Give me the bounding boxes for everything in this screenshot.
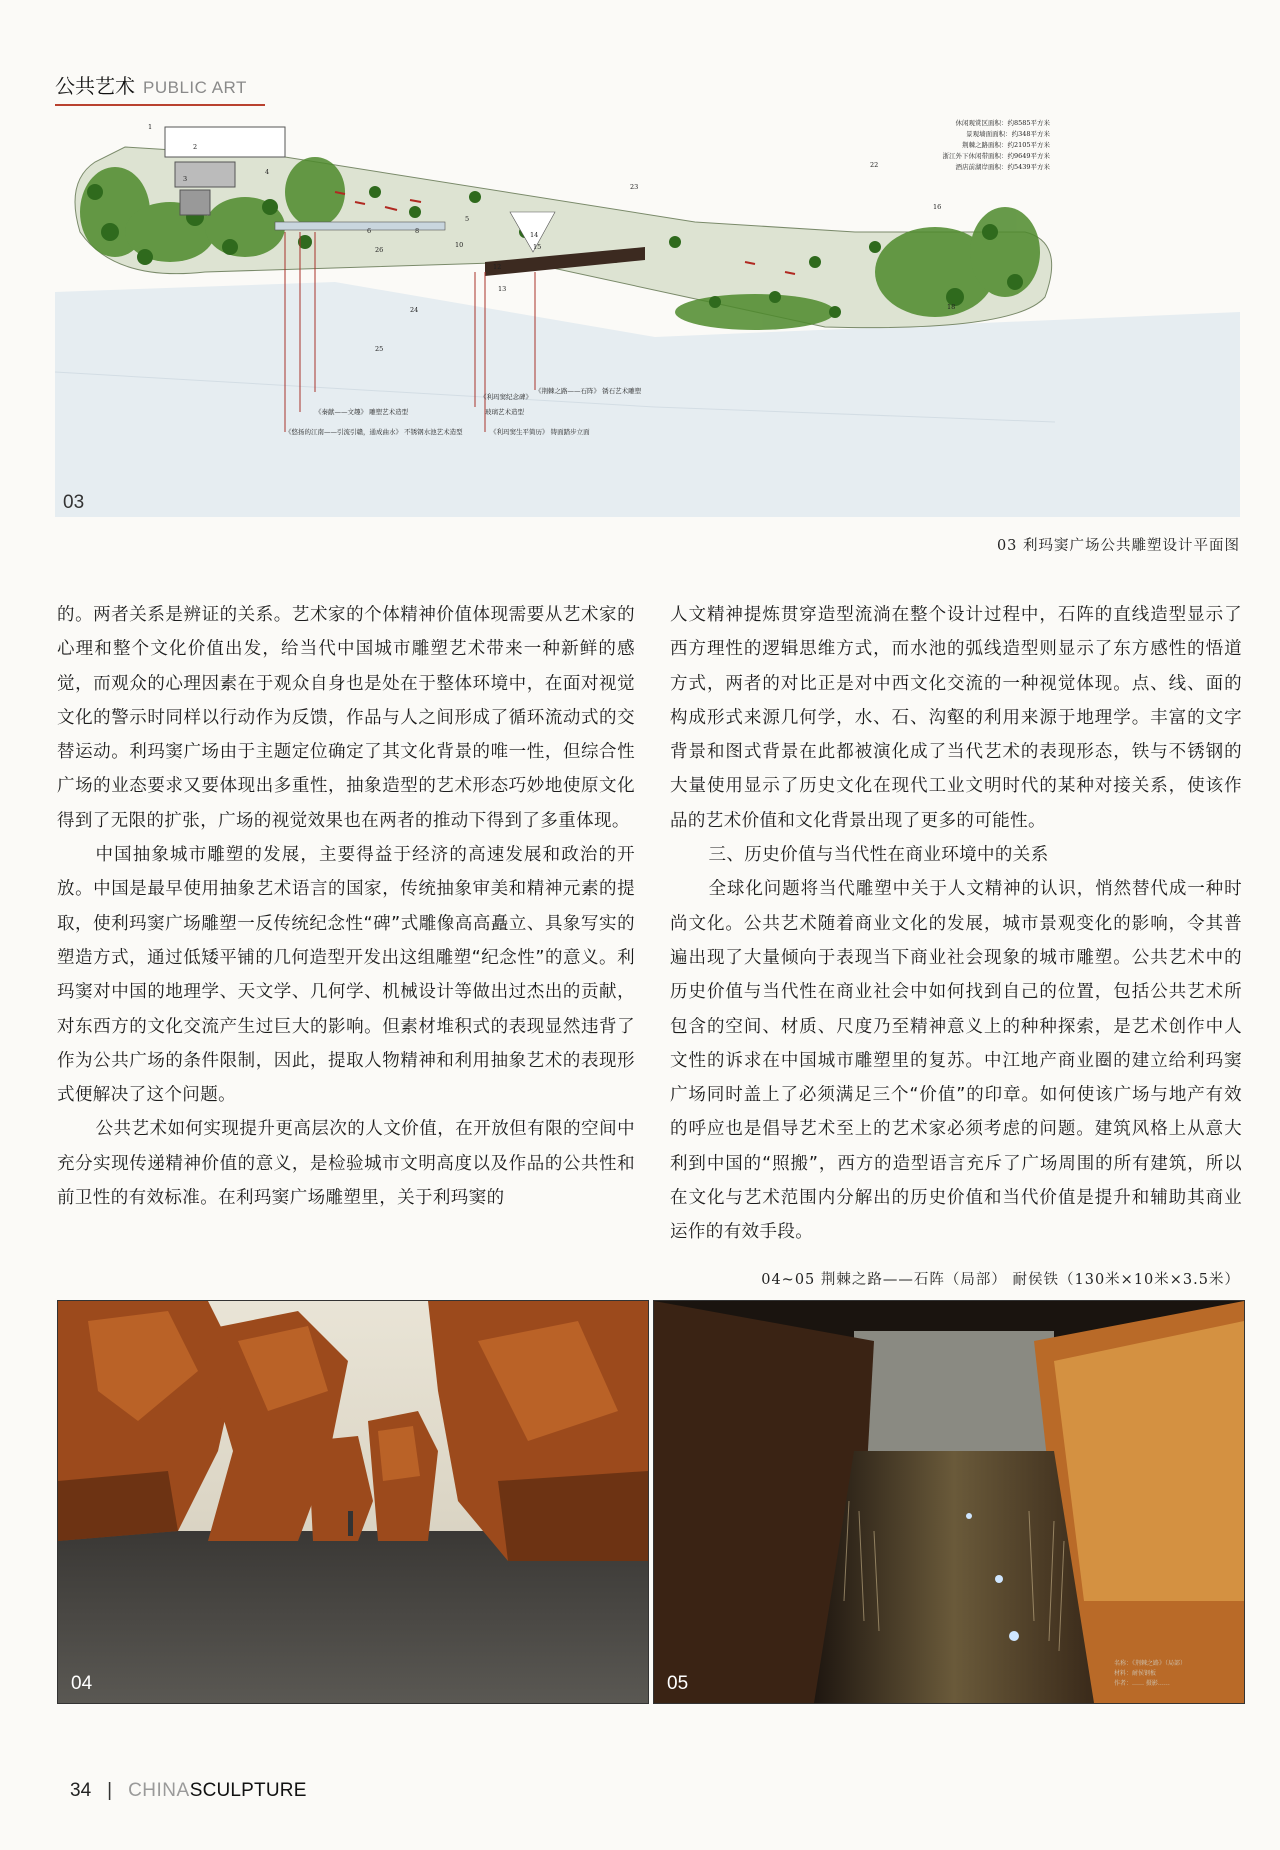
legend-line: 浙江外下休闲带面积：约9649平方米	[942, 152, 1050, 160]
map-number: 6	[367, 227, 372, 235]
legend-line: 景观墙面面积：约348平方米	[966, 130, 1050, 138]
callout-label: 《悠扬的江南——引流引赣，通成曲水》 不锈钢水池艺术造型	[285, 428, 463, 436]
magazine-name-bold: SCULPTURE	[189, 1780, 307, 1801]
site-plan-figure	[55, 119, 1240, 517]
photo-number: 05	[667, 1673, 689, 1694]
credit-line: 作者：…… 摄影……	[1114, 1680, 1170, 1687]
callout-label: 《利玛窦生平简历》 铸面踏步立面	[490, 428, 590, 436]
photo-caption: 04~05 荆棘之路——石阵（局部） 耐侯铁（130米×10米×3.5米）	[761, 1272, 1240, 1288]
map-number: 24	[410, 306, 419, 314]
page-number: 34	[70, 1780, 92, 1801]
photo-04	[57, 1300, 649, 1704]
page-footer	[70, 1780, 307, 1802]
legend-line: 酒店前湖岸面积：约5439平方米	[955, 163, 1050, 171]
section-title-en: PUBLIC ART	[143, 78, 247, 97]
map-number: 15	[533, 243, 542, 251]
paragraph: 中国抽象城市雕塑的发展，主要得益于经济的高速发展和政治的开放。中国是最早使用抽象艺术语言的国家，传统抽象审美和精神元素的提取，使利玛窦广场雕塑一反传统纪念性“碑”式雕像高高矗立、具象写实的塑造方式，通过低矮平铺的几何造型开发出这组雕塑“纪念性”的意义。利玛窦对中国的地理学、天文学、几何学、机械设计等做出过杰出的贡献，对东西方的文化交流产生过巨大的影响。但素材堆积式的表现显然违背了作为公共广场的条件限制，因此，提取人物精神和利用抽象艺术的表现形式便解决了这个问题。	[57, 845, 635, 1106]
legend-line: 休闲观赏区面积：约8585平方米	[955, 119, 1050, 127]
section-header	[55, 70, 265, 106]
map-number: 12	[493, 263, 502, 271]
paragraph: 全球化问题将当代雕塑中关于人文精神的认识，悄然替代成一种时尚文化。公共艺术随着商业文化的发展，城市景观变化的影响，令其普遍出现了大量倾向于表现当下商业社会现象的城市雕塑。公共艺术中的历史价值与当代性在商业社会中如何找到自己的位置，包括公共艺术所包含的空间、材质、尺度乃至精神意义上的种种探索，是艺术创作中人文性的诉求在中国城市雕塑里的复苏。中江地产商业圈的建立给利玛窦广场同时盖上了必须满足三个“价值”的印章。如何使该广场与地产有效的呼应也是倡导艺术至上的艺术家必须考虑的问题。建筑风格上从意大利到中国的“照搬”，西方的造型语言充斥了广场周围的所有建筑，所以在文化与艺术范围内分解出的历史价值和当代价值是提升和辅助其商业运作的有效手段。	[670, 879, 1242, 1243]
article-column-right	[670, 598, 1242, 1250]
map-number: 14	[530, 231, 539, 239]
map-number: 26	[375, 246, 384, 254]
map-number: 4	[265, 168, 270, 176]
callout-label: 《利玛窦纪念碑》	[480, 393, 532, 401]
callout-label: 《荆棘之路——石阵》 锈石艺术雕塑	[535, 387, 642, 395]
photo-number: 04	[71, 1673, 93, 1694]
credit-line: 材料：耐侯钢板	[1114, 1670, 1157, 1677]
figure-number: 03	[63, 492, 85, 513]
paragraph: 的。两者关系是辨证的关系。艺术家的个体精神价值体现需要从艺术家的心理和整个文化价值出发，给当代中国城市雕塑艺术带来一种新鲜的感觉，而观众的心理因素在于观众自身也是处在于整体环境中，在面对视觉文化的警示时同样以行动作为反馈，作品与人之间形成了循环流动式的交替运动。利玛窦广场由于主题定位确定了其文化背景的唯一性，但综合性广场的业态要求又要体现出多重性，抽象造型的艺术形态巧妙地使原文化得到了无限的扩张，广场的视觉效果也在两者的推动下得到了多重体现。	[57, 605, 635, 831]
map-number: 5	[465, 215, 470, 223]
photo-05	[653, 1300, 1245, 1704]
map-number: 8	[415, 227, 420, 235]
footer-separator: |	[107, 1780, 113, 1801]
article-column-left	[57, 598, 635, 1215]
callout-label: 《秦献——文趣》 雕塑艺术造型	[315, 408, 409, 416]
map-number: 1	[148, 123, 153, 131]
map-number: 2	[193, 143, 198, 151]
map-number: 23	[630, 183, 639, 191]
area-legend	[915, 118, 1050, 173]
legend-line: 荆棘之路面积：约2105平方米	[961, 141, 1050, 149]
section-title-cn: 公共艺术	[55, 74, 135, 98]
callout-label: 玻璃艺术造型	[485, 408, 524, 416]
map-number: 25	[375, 345, 384, 353]
paragraph: 公共艺术如何实现提升更高层次的人文价值，在开放但有限的空间中充分实现传递精神价值的意义，是检验城市文明高度以及作品的公共性和前卫性的有效标准。在利玛窦广场雕塑里，关于利玛窦的	[57, 1119, 635, 1209]
map-number: 22	[870, 161, 879, 169]
site-plan-drawing	[55, 122, 1240, 517]
map-number: 18	[947, 303, 956, 311]
figure-caption: 03 利玛窦广场公共雕塑设计平面图	[996, 538, 1240, 554]
map-number: 10	[455, 241, 464, 249]
map-number: 13	[498, 285, 507, 293]
magazine-name-light: CHINA	[128, 1780, 190, 1801]
section-heading: 三、历史价值与当代性在商业环境中的关系	[708, 845, 1049, 866]
paragraph: 人文精神提炼贯穿造型流淌在整个设计过程中，石阵的直线造型显示了西方理性的逻辑思维方式，而水池的弧线造型则显示了东方感性的悟道方式，两者的对比正是对中西文化交流的一种视觉体现。点、线、面的构成形式来源几何学，水、石、沟壑的利用来源于地理学。丰富的文字背景和图式背景在此都被演化成了当代艺术的表现形态，铁与不锈钢的大量使用显示了历史文化在现代工业文明时代的某种对接关系，使该作品的艺术价值和文化背景出现了更多的可能性。	[670, 605, 1242, 831]
map-number: 16	[933, 203, 942, 211]
credit-line: 名称：《荆棘之路》（局部）	[1114, 1660, 1187, 1667]
map-number: 3	[183, 175, 188, 183]
photo-credits	[1114, 1659, 1234, 1689]
